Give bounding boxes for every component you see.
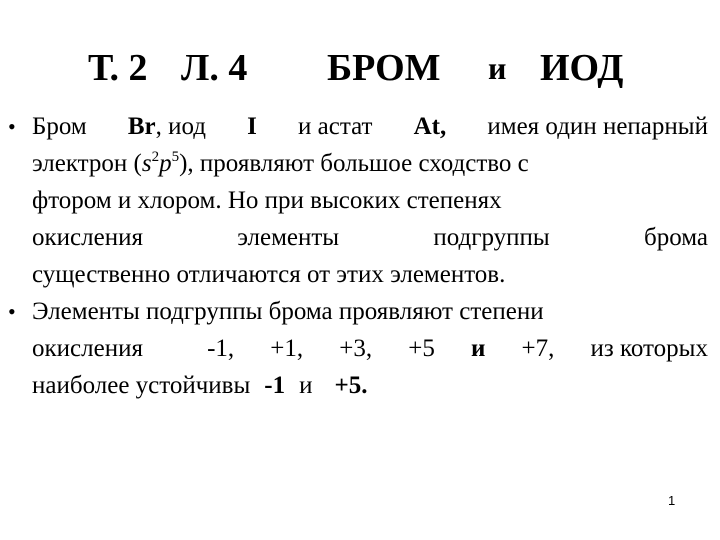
bullet1-line1	[32, 108, 708, 145]
word-bromine: брома	[643, 224, 708, 251]
bullet1-line2	[32, 145, 708, 182]
bullet-list	[8, 108, 708, 404]
stable-state-plus5: +5.	[334, 372, 368, 399]
title-topic: Т. 2	[88, 47, 148, 89]
orbital-p-exponent: 5	[171, 149, 180, 165]
text-of-which: из которых	[590, 335, 708, 362]
title-brom: БРОМ	[327, 47, 441, 89]
orbital-s-exponent: 2	[151, 149, 160, 165]
text-most-stable: наиболее устойчивы	[32, 372, 251, 399]
page-number: 1	[668, 493, 676, 508]
bullet-item-1	[8, 108, 708, 293]
title-iod: ИОД	[540, 47, 624, 89]
word-subgroup: подгруппы	[433, 224, 550, 251]
br-group	[128, 108, 206, 145]
oxidation-state-minus1: -1,	[207, 335, 235, 362]
title-and: и	[488, 50, 507, 86]
bullet2-line3	[32, 367, 708, 404]
bullet2-line1: Элементы подгруппы брома проявляют степени	[32, 298, 544, 325]
bullet-marker: •	[8, 114, 16, 139]
orbital-p: p	[159, 150, 172, 177]
text-similarity: ), проявляют большое сходство с	[179, 150, 529, 177]
symbol-i: I	[247, 113, 257, 140]
slide-title	[0, 38, 720, 98]
title-lecture: Л. 4	[181, 47, 248, 89]
oxidation-state-plus7: +7,	[521, 335, 555, 362]
stable-state-minus1: -1	[264, 372, 286, 399]
text-and-2: и	[299, 372, 313, 399]
orbital-s: s	[141, 150, 152, 177]
symbol-br: Br	[127, 113, 156, 140]
text-brom: Бром	[32, 113, 87, 140]
bullet1-line4	[32, 219, 708, 256]
text-and: и	[470, 335, 486, 362]
bullet1-line3: фтором и хлором. Но при высоких степенях	[32, 187, 502, 214]
text-iod: , иод	[155, 113, 207, 140]
bullet2-line2	[32, 330, 708, 367]
bullet1-line5: существенно отличаются от этих элементов.	[32, 261, 506, 288]
bullet-item-2	[8, 293, 708, 404]
text-unpaired: имея один непарный	[487, 113, 708, 140]
oxidation-state-plus5: +5	[408, 335, 435, 362]
oxidation-state-plus3: +3,	[339, 335, 373, 362]
word-elements: элементы	[237, 224, 340, 251]
text-oxidation: окисления	[32, 335, 143, 362]
text-astat: и астат	[298, 113, 373, 140]
oxidation-state-plus1: +1,	[270, 335, 304, 362]
word-oxidation: окисления	[32, 224, 143, 251]
bullet-marker: •	[8, 299, 16, 324]
symbol-at: At,	[413, 113, 447, 140]
text-electron: электрон (	[32, 150, 142, 177]
